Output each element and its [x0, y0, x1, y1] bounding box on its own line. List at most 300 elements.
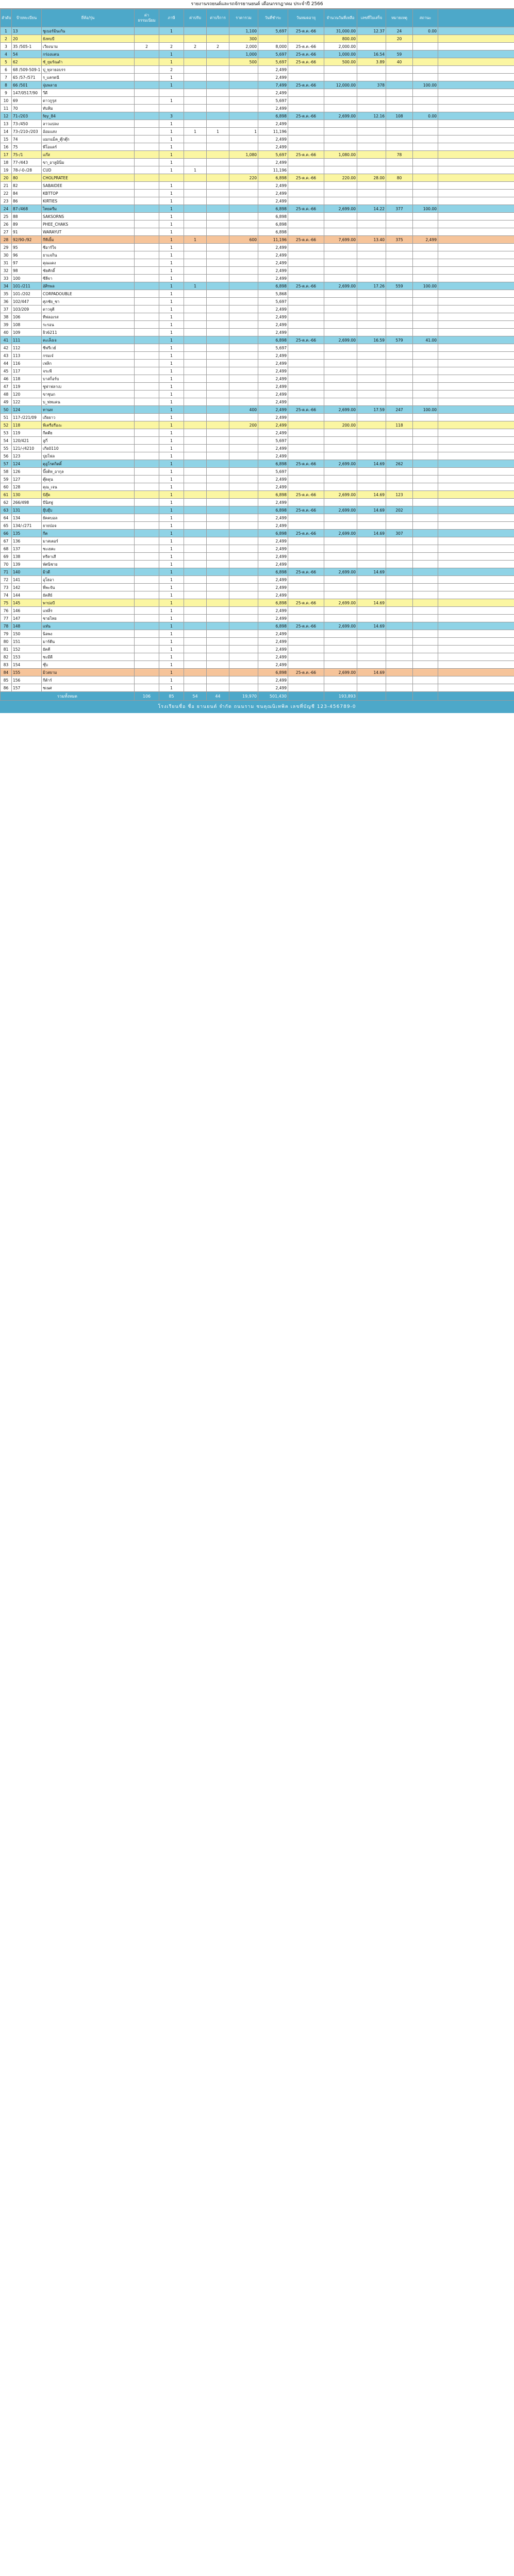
cell-total[interactable]	[229, 259, 258, 267]
cell-note[interactable]	[438, 190, 514, 197]
cell-date[interactable]: 25-ต.ค.-66	[288, 622, 324, 630]
cell-days[interactable]	[357, 676, 386, 684]
cell-date[interactable]	[288, 561, 324, 568]
table-row[interactable]	[1, 205, 514, 213]
cell-brand[interactable]: บ_ฟทแคน	[42, 398, 135, 406]
cell-st[interactable]	[413, 653, 438, 661]
cell-n[interactable]: 27	[1, 228, 12, 236]
cell-total[interactable]	[229, 476, 258, 483]
cell-c[interactable]	[184, 414, 207, 421]
cell-total[interactable]	[229, 646, 258, 653]
cell-days[interactable]	[357, 391, 386, 398]
cell-st[interactable]	[413, 615, 438, 622]
cell-d[interactable]	[207, 375, 229, 383]
cell-date[interactable]	[288, 661, 324, 669]
cell-d[interactable]	[207, 398, 229, 406]
cell-n[interactable]: 21	[1, 182, 12, 190]
cell-c[interactable]	[184, 445, 207, 452]
cell-note[interactable]	[438, 298, 514, 306]
cell-plate[interactable]: 156	[12, 676, 42, 684]
cell-days[interactable]	[357, 120, 386, 128]
cell-d[interactable]	[207, 383, 229, 391]
cell-note[interactable]	[438, 437, 514, 445]
cell-c[interactable]	[184, 329, 207, 336]
cell-sum[interactable]: 2,499	[258, 684, 288, 692]
cell-a[interactable]	[135, 344, 159, 352]
cell-plate[interactable]: 71-/203	[12, 112, 42, 120]
cell-sum[interactable]: 2,499	[258, 483, 288, 491]
table-row[interactable]	[1, 545, 514, 553]
cell-c[interactable]	[184, 638, 207, 646]
cell-c[interactable]	[184, 483, 207, 491]
table-row[interactable]	[1, 499, 514, 506]
cell-d[interactable]	[207, 514, 229, 522]
cell-sum[interactable]: 2,499	[258, 321, 288, 329]
cell-sum[interactable]: 6,898	[258, 506, 288, 514]
cell-days[interactable]	[357, 228, 386, 236]
cell-plate[interactable]: 138	[12, 553, 42, 561]
cell-a[interactable]	[135, 537, 159, 545]
cell-c[interactable]: 1	[184, 236, 207, 244]
table-row[interactable]	[1, 622, 514, 630]
cell-d[interactable]	[207, 159, 229, 166]
cell-sum[interactable]: 5,697	[258, 437, 288, 445]
cell-d[interactable]	[207, 676, 229, 684]
cell-sum[interactable]: 6,898	[258, 669, 288, 676]
cell-sum[interactable]: 5,697	[258, 97, 288, 105]
cell-brand[interactable]: แฟลิ่ร	[42, 607, 135, 615]
cell-total[interactable]	[229, 491, 258, 499]
cell-rc[interactable]: 559	[386, 282, 413, 290]
cell-days[interactable]	[357, 646, 386, 653]
cell-rc[interactable]: 375	[386, 236, 413, 244]
cell-rc[interactable]: 20	[386, 35, 413, 43]
cell-st[interactable]: 100.00	[413, 406, 438, 414]
cell-total[interactable]: 600	[229, 236, 258, 244]
cell-rc[interactable]	[386, 352, 413, 360]
cell-rc[interactable]	[386, 375, 413, 383]
cell-rc[interactable]	[386, 414, 413, 421]
cell-n[interactable]: 36	[1, 298, 12, 306]
cell-st[interactable]	[413, 684, 438, 692]
cell-exp[interactable]	[324, 638, 357, 646]
cell-c[interactable]	[184, 653, 207, 661]
cell-n[interactable]: 10	[1, 97, 12, 105]
cell-exp[interactable]	[324, 306, 357, 313]
table-row[interactable]	[1, 228, 514, 236]
cell-sum[interactable]: 5,868	[258, 290, 288, 298]
cell-st[interactable]	[413, 290, 438, 298]
cell-d[interactable]	[207, 81, 229, 89]
cell-n[interactable]: 41	[1, 336, 12, 344]
cell-brand[interactable]: บีนิสฟู	[42, 499, 135, 506]
cell-date[interactable]	[288, 74, 324, 81]
cell-exp[interactable]	[324, 653, 357, 661]
cell-st[interactable]	[413, 43, 438, 50]
cell-exp[interactable]: 2,699.00	[324, 599, 357, 607]
cell-b[interactable]: 1	[159, 197, 184, 205]
cell-note[interactable]	[438, 622, 514, 630]
cell-exp[interactable]	[324, 445, 357, 452]
cell-a[interactable]	[135, 514, 159, 522]
cell-note[interactable]	[438, 89, 514, 97]
cell-sum[interactable]: 2,499	[258, 607, 288, 615]
cell-a[interactable]	[135, 251, 159, 259]
cell-date[interactable]	[288, 221, 324, 228]
cell-brand[interactable]: มิวสยาม	[42, 669, 135, 676]
cell-exp[interactable]	[324, 244, 357, 251]
cell-d[interactable]	[207, 336, 229, 344]
cell-exp[interactable]	[324, 360, 357, 367]
cell-st[interactable]: 100.00	[413, 81, 438, 89]
cell-days[interactable]	[357, 213, 386, 221]
cell-st[interactable]: 0.00	[413, 112, 438, 120]
cell-rc[interactable]	[386, 275, 413, 282]
cell-sum[interactable]: 11,196	[258, 128, 288, 135]
cell-note[interactable]	[438, 568, 514, 576]
cell-c[interactable]	[184, 159, 207, 166]
cell-d[interactable]	[207, 607, 229, 615]
cell-d[interactable]	[207, 615, 229, 622]
cell-c[interactable]	[184, 537, 207, 545]
cell-plate[interactable]: 142	[12, 584, 42, 591]
cell-sum[interactable]: 2,499	[258, 105, 288, 112]
cell-c[interactable]	[184, 684, 207, 692]
cell-d[interactable]	[207, 584, 229, 591]
cell-rc[interactable]: 80	[386, 174, 413, 182]
cell-plate[interactable]: 116	[12, 360, 42, 367]
table-row[interactable]	[1, 676, 514, 684]
cell-date[interactable]	[288, 313, 324, 321]
cell-sum[interactable]: 2,499	[258, 630, 288, 638]
cell-rc[interactable]	[386, 468, 413, 476]
table-row[interactable]	[1, 251, 514, 259]
cell-days[interactable]	[357, 375, 386, 383]
cell-plate[interactable]: 20	[12, 35, 42, 43]
cell-plate[interactable]: 150	[12, 630, 42, 638]
table-row[interactable]	[1, 684, 514, 692]
cell-brand[interactable]: วีดี	[42, 89, 135, 97]
cell-a[interactable]	[135, 282, 159, 290]
cell-n[interactable]: 14	[1, 128, 12, 135]
cell-brand[interactable]: เฟลิก	[42, 360, 135, 367]
cell-brand[interactable]: ชูเบอร์มินเก้น	[42, 27, 135, 35]
cell-a[interactable]	[135, 445, 159, 452]
cell-sum[interactable]: 2,499	[258, 676, 288, 684]
cell-exp[interactable]: 2,699.00	[324, 205, 357, 213]
cell-plate[interactable]: 101-/202	[12, 290, 42, 298]
cell-n[interactable]: 70	[1, 561, 12, 568]
cell-st[interactable]	[413, 50, 438, 58]
table-row[interactable]	[1, 336, 514, 344]
cell-total[interactable]	[229, 190, 258, 197]
cell-sum[interactable]: 6,898	[258, 282, 288, 290]
cell-date[interactable]	[288, 499, 324, 506]
cell-note[interactable]	[438, 275, 514, 282]
cell-brand[interactable]: มิวดี	[42, 568, 135, 576]
cell-rc[interactable]	[386, 313, 413, 321]
cell-a[interactable]	[135, 607, 159, 615]
cell-a[interactable]	[135, 522, 159, 530]
cell-note[interactable]	[438, 43, 514, 50]
cell-brand[interactable]: ทรีคาเสี	[42, 553, 135, 561]
cell-brand[interactable]: พีเครือรืองะ	[42, 421, 135, 429]
cell-n[interactable]: 32	[1, 267, 12, 275]
cell-b[interactable]: 1	[159, 336, 184, 344]
cell-st[interactable]	[413, 298, 438, 306]
cell-a[interactable]	[135, 375, 159, 383]
cell-st[interactable]	[413, 166, 438, 174]
cell-sum[interactable]: 5,697	[258, 58, 288, 66]
cell-days[interactable]	[357, 190, 386, 197]
cell-b[interactable]: 1	[159, 306, 184, 313]
cell-n[interactable]: 8	[1, 81, 12, 89]
cell-a[interactable]	[135, 313, 159, 321]
cell-n[interactable]: 5	[1, 58, 12, 66]
cell-a[interactable]	[135, 545, 159, 553]
cell-n[interactable]: 42	[1, 344, 12, 352]
cell-c[interactable]	[184, 182, 207, 190]
cell-note[interactable]	[438, 174, 514, 182]
cell-b[interactable]: 1	[159, 383, 184, 391]
cell-a[interactable]	[135, 483, 159, 491]
cell-plate[interactable]: 136	[12, 537, 42, 545]
cell-n[interactable]: 15	[1, 135, 12, 143]
cell-st[interactable]	[413, 460, 438, 468]
cell-n[interactable]: 45	[1, 367, 12, 375]
cell-c[interactable]	[184, 105, 207, 112]
cell-d[interactable]	[207, 190, 229, 197]
cell-b[interactable]: 1	[159, 452, 184, 460]
cell-note[interactable]	[438, 499, 514, 506]
cell-d[interactable]	[207, 321, 229, 329]
cell-rc[interactable]: 24	[386, 27, 413, 35]
cell-date[interactable]	[288, 228, 324, 236]
cell-st[interactable]	[413, 275, 438, 282]
cell-sum[interactable]: 2,499	[258, 561, 288, 568]
cell-brand[interactable]: คุณแดง	[42, 259, 135, 267]
cell-days[interactable]	[357, 35, 386, 43]
cell-sum[interactable]: 2,499	[258, 522, 288, 530]
table-row[interactable]	[1, 197, 514, 205]
table-row[interactable]	[1, 190, 514, 197]
cell-total[interactable]	[229, 499, 258, 506]
cell-note[interactable]	[438, 522, 514, 530]
cell-a[interactable]	[135, 143, 159, 151]
cell-brand[interactable]: บิ๊ยติห_อากุล	[42, 468, 135, 476]
cell-total[interactable]	[229, 568, 258, 576]
table-row[interactable]	[1, 483, 514, 491]
table-row[interactable]	[1, 445, 514, 452]
cell-rc[interactable]	[386, 615, 413, 622]
cell-c[interactable]	[184, 313, 207, 321]
cell-brand[interactable]: กรมเจ๋	[42, 352, 135, 360]
cell-n[interactable]: 80	[1, 638, 12, 646]
cell-brand[interactable]: ชัยศักดิ์	[42, 267, 135, 275]
cell-total[interactable]	[229, 622, 258, 630]
cell-total[interactable]	[229, 383, 258, 391]
cell-plate[interactable]: 35 /505-1	[12, 43, 42, 50]
cell-total[interactable]	[229, 591, 258, 599]
cell-sum[interactable]: 2,499	[258, 391, 288, 398]
cell-b[interactable]: 1	[159, 143, 184, 151]
cell-n[interactable]: 66	[1, 530, 12, 537]
cell-b[interactable]: 1	[159, 476, 184, 483]
cell-a[interactable]	[135, 653, 159, 661]
cell-brand[interactable]: ยัคคบอล	[42, 514, 135, 522]
cell-n[interactable]: 65	[1, 522, 12, 530]
cell-plate[interactable]: 140	[12, 568, 42, 576]
cell-st[interactable]	[413, 669, 438, 676]
cell-c[interactable]	[184, 429, 207, 437]
cell-days[interactable]: 3.89	[357, 58, 386, 66]
cell-date[interactable]: 25-ต.ค.-66	[288, 336, 324, 344]
cell-rc[interactable]	[386, 599, 413, 607]
table-row[interactable]	[1, 638, 514, 646]
cell-a[interactable]	[135, 661, 159, 669]
cell-c[interactable]	[184, 514, 207, 522]
cell-b[interactable]	[159, 89, 184, 97]
cell-n[interactable]: 7	[1, 74, 12, 81]
col-header[interactable]: ค่าปรับ	[184, 9, 207, 27]
cell-brand[interactable]: CORPADOUBLE	[42, 290, 135, 298]
cell-brand[interactable]: ชะเยตะ	[42, 545, 135, 553]
cell-brand[interactable]: ชั_ยุมรัณดำ	[42, 58, 135, 66]
cell-d[interactable]: 1	[207, 128, 229, 135]
cell-st[interactable]	[413, 584, 438, 591]
cell-b[interactable]: 1	[159, 537, 184, 545]
cell-days[interactable]: 13.40	[357, 236, 386, 244]
cell-brand[interactable]: WARAYUT	[42, 228, 135, 236]
cell-exp[interactable]	[324, 391, 357, 398]
cell-plate[interactable]: 96	[12, 251, 42, 259]
cell-b[interactable]: 1	[159, 190, 184, 197]
cell-c[interactable]	[184, 375, 207, 383]
cell-note[interactable]	[438, 638, 514, 646]
cell-date[interactable]: 25-ต.ค.-66	[288, 568, 324, 576]
cell-total[interactable]: 1,000	[229, 50, 258, 58]
cell-total[interactable]	[229, 638, 258, 646]
cell-d[interactable]	[207, 228, 229, 236]
cell-a[interactable]	[135, 476, 159, 483]
cell-exp[interactable]	[324, 452, 357, 460]
cell-plate[interactable]: 78-/-0-/28	[12, 166, 42, 174]
cell-c[interactable]	[184, 336, 207, 344]
cell-c[interactable]	[184, 506, 207, 514]
cell-date[interactable]	[288, 97, 324, 105]
cell-note[interactable]	[438, 282, 514, 290]
cell-exp[interactable]	[324, 143, 357, 151]
cell-days[interactable]	[357, 638, 386, 646]
cell-rc[interactable]: 262	[386, 460, 413, 468]
cell-c[interactable]	[184, 74, 207, 81]
cell-exp[interactable]: 800.00	[324, 35, 357, 43]
cell-rc[interactable]: 307	[386, 530, 413, 537]
cell-a[interactable]	[135, 591, 159, 599]
cell-d[interactable]	[207, 143, 229, 151]
cell-total[interactable]	[229, 437, 258, 445]
cell-brand[interactable]: อุโฮอา	[42, 576, 135, 584]
cell-c[interactable]: 1	[184, 128, 207, 135]
cell-date[interactable]: 25-ต.ค.-66	[288, 491, 324, 499]
cell-note[interactable]	[438, 128, 514, 135]
cell-a[interactable]	[135, 182, 159, 190]
cell-st[interactable]	[413, 221, 438, 228]
cell-rc[interactable]	[386, 638, 413, 646]
cell-note[interactable]	[438, 553, 514, 561]
cell-plate[interactable]: 148	[12, 622, 42, 630]
cell-rc[interactable]	[386, 321, 413, 329]
cell-sum[interactable]: 2,499	[258, 499, 288, 506]
cell-a[interactable]	[135, 166, 159, 174]
cell-days[interactable]: 378	[357, 81, 386, 89]
cell-d[interactable]	[207, 275, 229, 282]
cell-date[interactable]	[288, 437, 324, 445]
cell-days[interactable]	[357, 468, 386, 476]
cell-rc[interactable]	[386, 135, 413, 143]
cell-days[interactable]	[357, 166, 386, 174]
cell-rc[interactable]	[386, 197, 413, 205]
cell-sum[interactable]: 6,898	[258, 228, 288, 236]
cell-rc[interactable]	[386, 182, 413, 190]
cell-days[interactable]	[357, 251, 386, 259]
cell-note[interactable]	[438, 537, 514, 545]
cell-b[interactable]: 1	[159, 483, 184, 491]
cell-days[interactable]: 28.00	[357, 174, 386, 182]
cell-days[interactable]: 14.69	[357, 568, 386, 576]
cell-date[interactable]: 25-ต.ค.-66	[288, 27, 324, 35]
cell-d[interactable]	[207, 646, 229, 653]
table-row[interactable]	[1, 120, 514, 128]
cell-note[interactable]	[438, 661, 514, 669]
cell-date[interactable]	[288, 35, 324, 43]
cell-st[interactable]	[413, 553, 438, 561]
cell-c[interactable]: 1	[184, 282, 207, 290]
cell-date[interactable]	[288, 159, 324, 166]
cell-n[interactable]: 6	[1, 66, 12, 74]
cell-days[interactable]	[357, 128, 386, 135]
cell-days[interactable]	[357, 429, 386, 437]
cell-st[interactable]	[413, 306, 438, 313]
cell-note[interactable]	[438, 506, 514, 514]
cell-rc[interactable]	[386, 360, 413, 367]
cell-note[interactable]	[438, 143, 514, 151]
cell-st[interactable]	[413, 638, 438, 646]
cell-plate[interactable]: 119	[12, 383, 42, 391]
cell-c[interactable]	[184, 476, 207, 483]
cell-note[interactable]	[438, 197, 514, 205]
cell-exp[interactable]	[324, 74, 357, 81]
cell-n[interactable]: 82	[1, 653, 12, 661]
cell-b[interactable]: 1	[159, 406, 184, 414]
table-row[interactable]	[1, 344, 514, 352]
cell-total[interactable]	[229, 661, 258, 669]
cell-n[interactable]: 53	[1, 429, 12, 437]
cell-b[interactable]: 1	[159, 607, 184, 615]
table-row[interactable]	[1, 452, 514, 460]
cell-a[interactable]	[135, 414, 159, 421]
cell-c[interactable]	[184, 367, 207, 375]
cell-days[interactable]	[357, 275, 386, 282]
cell-days[interactable]	[357, 661, 386, 669]
cell-exp[interactable]	[324, 429, 357, 437]
cell-exp[interactable]	[324, 251, 357, 259]
cell-sum[interactable]: 6,898	[258, 112, 288, 120]
cell-note[interactable]	[438, 545, 514, 553]
cell-rc[interactable]	[386, 499, 413, 506]
table-row[interactable]	[1, 522, 514, 530]
cell-n[interactable]: 61	[1, 491, 12, 499]
